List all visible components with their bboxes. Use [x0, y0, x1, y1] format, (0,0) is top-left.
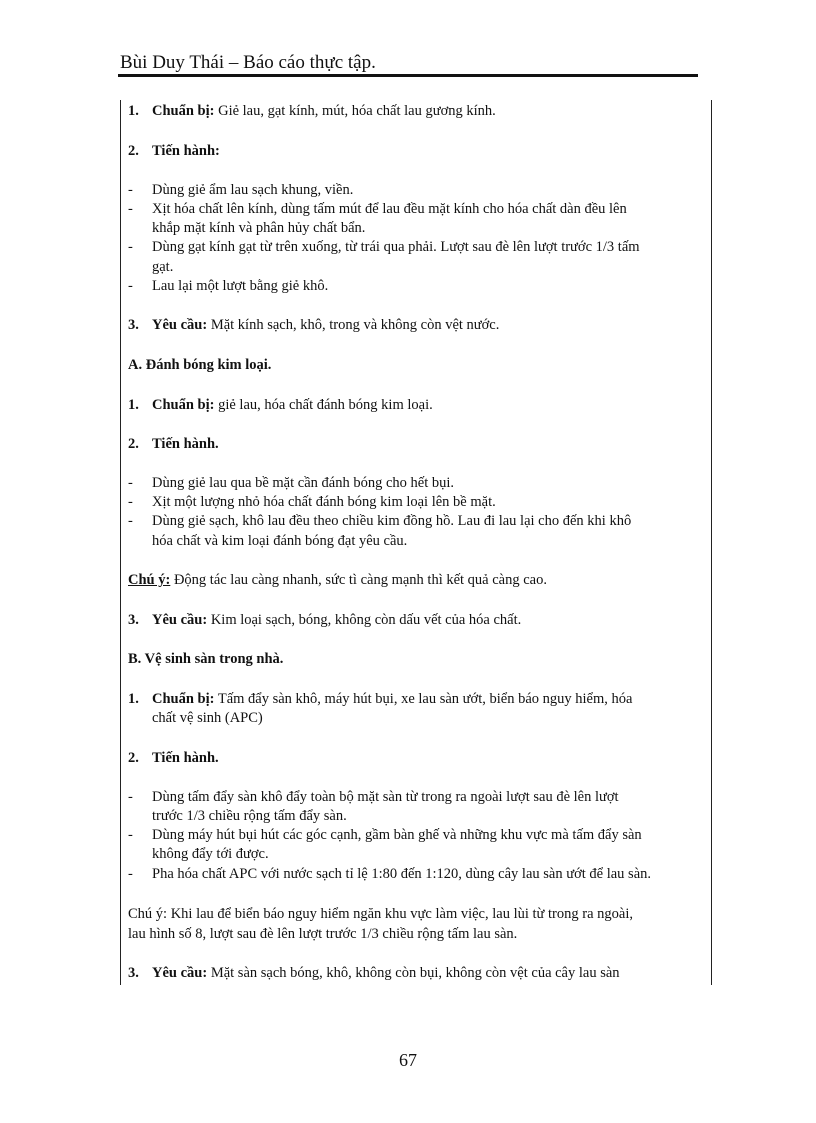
header-rule [118, 74, 698, 77]
sa-proc-heading: 2. Tiến hành. [128, 436, 219, 452]
s1-prep-line [128, 102, 496, 121]
section-a-heading: A. Đánh bóng kim loại. [128, 357, 272, 373]
list-item: - Dùng gạt kính gạt từ trên xuống, từ trái qua phải. Lượt sau đè lên lượt trước 1/3 tấm [128, 239, 640, 255]
list-item-continuation: trước 1/3 chiều rộng tấm đẩy sàn. [152, 808, 347, 824]
s1-req-line: 3. Yêu cầu: Mặt kính sạch, khô, trong và không còn vệt nước. [128, 317, 500, 333]
list-item: - Xịt hóa chất lên kính, dùng tấm mút để lau đều mặt kính cho hóa chất dàn đều lên [128, 201, 627, 217]
s1-proc-label: Tiến hành: [152, 143, 220, 159]
sa-note: Chú ý: Động tác lau càng nhanh, sức tì càng mạnh thì kết quả càng cao. [128, 572, 547, 588]
sb-prep-continuation: chất vệ sinh (APC) [152, 710, 263, 726]
list-item-continuation: hóa chất và kim loại đánh bóng đạt yêu cầu. [152, 533, 408, 549]
page-number: 67 [399, 1050, 417, 1070]
sb-proc-heading: 2. Tiến hành. [128, 750, 219, 766]
list-item: - Dùng máy hút bụi hút các góc cạnh, gầm bàn ghế và những khu vực mà tấm đẩy sàn [128, 827, 642, 843]
list-item: - Lau lại một lượt bằng giẻ khô. [128, 278, 329, 294]
list-item: - Xịt một lượng nhỏ hóa chất đánh bóng kim loại lên bề mặt. [128, 494, 496, 510]
s1-proc-heading [128, 142, 220, 161]
list-item-continuation: không đẩy tới được. [152, 846, 269, 862]
list-item-continuation: gạt. [152, 259, 174, 275]
list-item: - Pha hóa chất APC với nước sạch tỉ lệ 1:80 đến 1:120, dùng cây lau sàn ướt để lau sàn. [128, 866, 652, 882]
page-header-title: Bùi Duy Thái – Báo cáo thực tập. [120, 52, 376, 73]
list-item: - Dùng giẻ ẩm lau sạch khung, viền. [128, 182, 354, 198]
sb-prep-line: 1. Chuẩn bị: Tấm đẩy sàn khô, máy hút bụi, xe lau sàn ướt, biển báo nguy hiểm, hóa [128, 691, 633, 707]
list-item: - Dùng giẻ lau qua bề mặt cần đánh bóng cho hết bụi. [128, 475, 455, 491]
sa-prep-line: 1. Chuẩn bị: giẻ lau, hóa chất đánh bóng kim loại. [128, 397, 433, 413]
s1-prep-text: Giẻ lau, gạt kính, mút, hóa chất lau gương kính. [214, 103, 496, 119]
s1-proc-number: 2. [128, 143, 139, 159]
list-item: - Dùng tấm đẩy sàn khô đẩy toàn bộ mặt sàn từ trong ra ngoài lượt sau đè lên lượt [128, 789, 619, 805]
sa-req-line: 3. Yêu cầu: Kim loại sạch, bóng, không còn dấu vết của hóa chất. [128, 612, 522, 628]
list-item-continuation: khắp mặt kính và phân hủy chất bẩn. [152, 220, 366, 236]
s1-prep-label: Chuẩn bị: [152, 103, 215, 119]
sb-note-line2: lau hình số 8, lượt sau đè lên lượt trước 1/3 chiều rộng tấm lau sàn. [128, 926, 518, 942]
section-b-heading: B. Vệ sinh sàn trong nhà. [128, 651, 284, 667]
list-item: - Dùng giẻ sạch, khô lau đều theo chiều kim đồng hồ. Lau đi lau lại cho đến khi khô [128, 513, 632, 529]
s1-prep-number: 1. [128, 103, 139, 119]
sb-req-line: 3. Yêu cầu: Mặt sàn sạch bóng, khô, không còn bụi, không còn vệt của cây lau sàn [128, 965, 620, 981]
sb-note-line1: Chú ý: Khi lau để biển báo nguy hiểm ngăn khu vực làm việc, lau lùi từ trong ra ngoài, [128, 906, 633, 922]
